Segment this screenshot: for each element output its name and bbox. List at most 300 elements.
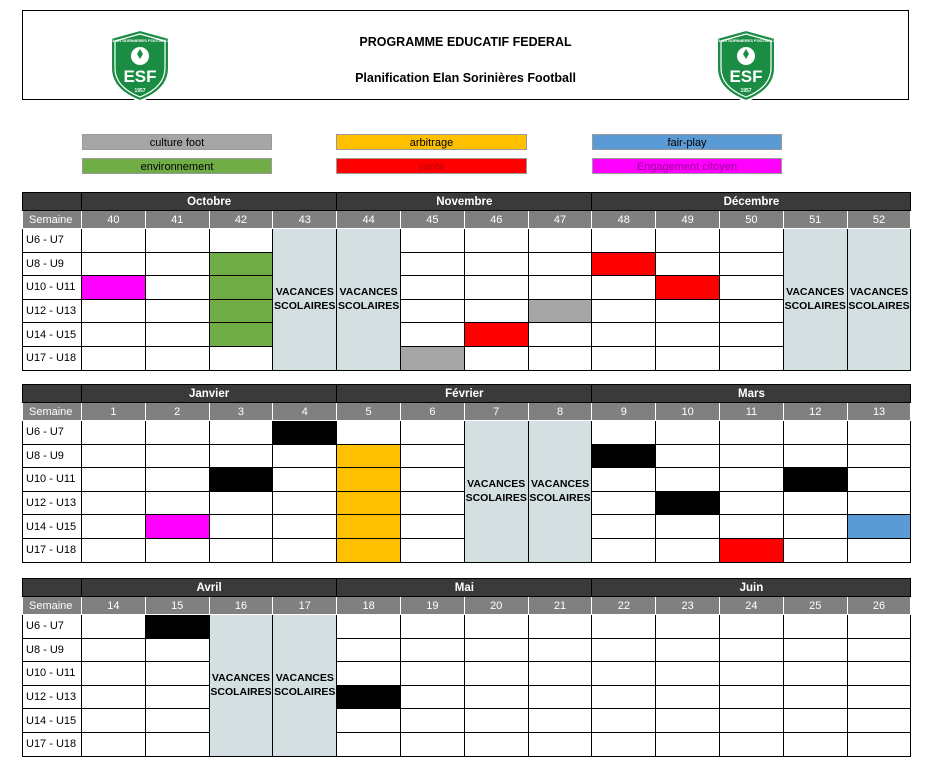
schedule-cell bbox=[401, 468, 465, 492]
schedule-cell bbox=[592, 421, 656, 445]
month-header: Avril bbox=[82, 579, 337, 597]
scheduled-activity-cell bbox=[783, 468, 847, 492]
month-header: Mai bbox=[337, 579, 592, 597]
schedule-cell bbox=[528, 323, 592, 347]
scheduled-activity-cell bbox=[401, 346, 465, 370]
category-label: U12 - U13 bbox=[23, 685, 82, 709]
category-label: U10 - U11 bbox=[23, 468, 82, 492]
schedule-cell bbox=[401, 709, 465, 733]
logo-year: 1957 bbox=[134, 88, 146, 94]
schedule-cell bbox=[720, 662, 784, 686]
week-number: 5 bbox=[337, 403, 401, 421]
schedule-cell bbox=[337, 662, 401, 686]
schedule-cell bbox=[401, 421, 465, 445]
week-number: 44 bbox=[337, 211, 401, 229]
vacances-text: VACANCES bbox=[211, 672, 271, 685]
schedule-cell bbox=[720, 491, 784, 515]
scheduled-activity-cell bbox=[592, 252, 656, 276]
schedule-cell bbox=[592, 346, 656, 370]
legend-engagement-citoyen: Engagement citoyen bbox=[592, 158, 782, 174]
schedule-cell bbox=[401, 491, 465, 515]
vacances-scolaires-cell bbox=[783, 229, 847, 371]
scheduled-activity-cell bbox=[145, 615, 209, 639]
schedule-cell bbox=[656, 323, 720, 347]
scolaires-text: SCOLAIRES bbox=[465, 492, 527, 505]
schedule-cell bbox=[847, 732, 911, 756]
schedule-cell bbox=[82, 638, 146, 662]
schedule-cell bbox=[82, 468, 146, 492]
schedule-cell bbox=[592, 276, 656, 300]
schedule-cell bbox=[592, 491, 656, 515]
month-header: Février bbox=[337, 385, 592, 403]
month-header: Janvier bbox=[82, 385, 337, 403]
vacances-text: VACANCES bbox=[530, 478, 590, 491]
schedule-cell bbox=[592, 732, 656, 756]
schedule-cell bbox=[720, 732, 784, 756]
week-number: 19 bbox=[401, 597, 465, 615]
schedule-cell bbox=[783, 421, 847, 445]
week-number: 11 bbox=[720, 403, 784, 421]
week-number: 24 bbox=[720, 597, 784, 615]
schedule-block-spring bbox=[22, 578, 911, 757]
schedule-cell bbox=[720, 346, 784, 370]
schedule-cell bbox=[656, 346, 720, 370]
month-header: Octobre bbox=[82, 193, 337, 211]
category-label: U14 - U15 bbox=[23, 515, 82, 539]
schedule-cell bbox=[847, 662, 911, 686]
schedule-cell bbox=[656, 732, 720, 756]
semaine-label: Semaine bbox=[23, 597, 82, 615]
schedule-cell bbox=[528, 638, 592, 662]
schedule-cell bbox=[847, 468, 911, 492]
week-number: 17 bbox=[273, 597, 337, 615]
scolaires-text: SCOLAIRES bbox=[274, 686, 336, 699]
schedule-cell bbox=[720, 252, 784, 276]
schedule-cell bbox=[720, 515, 784, 539]
schedule-cell bbox=[656, 468, 720, 492]
week-number: 22 bbox=[592, 597, 656, 615]
schedule-cell bbox=[783, 491, 847, 515]
scheduled-activity-cell bbox=[82, 276, 146, 300]
schedule-cell bbox=[656, 299, 720, 323]
schedule-cell bbox=[209, 229, 273, 253]
category-label: U6 - U7 bbox=[23, 421, 82, 445]
month-header: Mars bbox=[592, 385, 911, 403]
schedule-cell bbox=[464, 662, 528, 686]
schedule-cell bbox=[401, 538, 465, 562]
vacances-scolaires-cell bbox=[273, 229, 337, 371]
week-number: 3 bbox=[209, 403, 273, 421]
week-number: 21 bbox=[528, 597, 592, 615]
scheduled-activity-cell bbox=[656, 491, 720, 515]
scolaires-text: SCOLAIRES bbox=[848, 300, 910, 313]
category-label: U10 - U11 bbox=[23, 276, 82, 300]
schedule-cell bbox=[209, 444, 273, 468]
schedule-cell bbox=[209, 515, 273, 539]
week-number: 25 bbox=[783, 597, 847, 615]
scheduled-activity-cell bbox=[528, 299, 592, 323]
schedule-cell bbox=[82, 538, 146, 562]
week-number: 42 bbox=[209, 211, 273, 229]
schedule-cell bbox=[720, 468, 784, 492]
vacances-text: VACANCES bbox=[786, 286, 845, 299]
schedule-cell bbox=[592, 662, 656, 686]
week-number: 40 bbox=[82, 211, 146, 229]
vacances-scolaires-cell bbox=[273, 615, 337, 757]
scolaires-text: SCOLAIRES bbox=[784, 300, 846, 313]
schedule-cell bbox=[82, 709, 146, 733]
category-label: U14 - U15 bbox=[23, 323, 82, 347]
schedule-cell bbox=[401, 252, 465, 276]
schedule-cell bbox=[656, 685, 720, 709]
category-label: U14 - U15 bbox=[23, 709, 82, 733]
schedule-cell bbox=[592, 638, 656, 662]
scolaires-text: SCOLAIRES bbox=[274, 300, 336, 313]
week-number: 47 bbox=[528, 211, 592, 229]
schedule-cell bbox=[528, 229, 592, 253]
schedule-cell bbox=[464, 709, 528, 733]
semaine-label: Semaine bbox=[23, 403, 82, 421]
scheduled-activity-cell bbox=[145, 515, 209, 539]
month-header: Novembre bbox=[337, 193, 592, 211]
week-number: 12 bbox=[783, 403, 847, 421]
schedule-cell bbox=[209, 538, 273, 562]
schedule-cell bbox=[847, 685, 911, 709]
schedule-cell bbox=[720, 709, 784, 733]
schedule-cell bbox=[82, 685, 146, 709]
scheduled-activity-cell bbox=[656, 276, 720, 300]
scheduled-activity-cell bbox=[337, 538, 401, 562]
schedule-cell bbox=[783, 662, 847, 686]
schedule-cell bbox=[464, 299, 528, 323]
schedule-cell bbox=[720, 685, 784, 709]
schedule-cell bbox=[464, 276, 528, 300]
schedule-cell bbox=[145, 638, 209, 662]
schedule-cell bbox=[145, 662, 209, 686]
schedule-cell bbox=[656, 538, 720, 562]
schedule-cell bbox=[720, 229, 784, 253]
schedule-cell bbox=[337, 421, 401, 445]
schedule-cell bbox=[273, 444, 337, 468]
schedule-cell bbox=[720, 299, 784, 323]
category-label: U6 - U7 bbox=[23, 615, 82, 639]
schedule-cell bbox=[528, 709, 592, 733]
schedule-cell bbox=[656, 444, 720, 468]
schedule-cell bbox=[401, 276, 465, 300]
schedule-cell bbox=[656, 615, 720, 639]
category-label: U6 - U7 bbox=[23, 229, 82, 253]
schedule-cell bbox=[273, 515, 337, 539]
schedule-cell bbox=[528, 685, 592, 709]
week-number: 18 bbox=[337, 597, 401, 615]
schedule-cell bbox=[720, 444, 784, 468]
schedule-cell bbox=[592, 538, 656, 562]
schedule-cell bbox=[847, 444, 911, 468]
schedule-cell bbox=[145, 346, 209, 370]
schedule-cell bbox=[145, 229, 209, 253]
schedule-cell bbox=[783, 732, 847, 756]
category-label: U12 - U13 bbox=[23, 299, 82, 323]
schedule-cell bbox=[401, 444, 465, 468]
schedule-cell bbox=[82, 323, 146, 347]
category-label: U10 - U11 bbox=[23, 662, 82, 686]
category-label: U8 - U9 bbox=[23, 444, 82, 468]
vacances-text: VACANCES bbox=[849, 286, 909, 299]
schedule-cell bbox=[82, 444, 146, 468]
schedule-cell bbox=[656, 709, 720, 733]
schedule-cell bbox=[209, 491, 273, 515]
category-label: U17 - U18 bbox=[23, 732, 82, 756]
document-header bbox=[22, 10, 909, 100]
schedule-cell bbox=[337, 615, 401, 639]
schedule-cell bbox=[464, 638, 528, 662]
schedule-cell bbox=[145, 709, 209, 733]
vacances-text: VACANCES bbox=[339, 286, 398, 299]
schedule-cell bbox=[82, 346, 146, 370]
schedule-cell bbox=[783, 709, 847, 733]
week-number: 41 bbox=[145, 211, 209, 229]
schedule-cell bbox=[720, 276, 784, 300]
vacances-text: VACANCES bbox=[275, 672, 334, 685]
legend-fair-play: fair-play bbox=[592, 134, 782, 150]
vacances-text: VACANCES bbox=[467, 478, 526, 491]
week-number: 52 bbox=[847, 211, 911, 229]
schedule-cell bbox=[401, 299, 465, 323]
week-number: 20 bbox=[464, 597, 528, 615]
schedule-cell bbox=[783, 638, 847, 662]
schedule-cell bbox=[273, 538, 337, 562]
week-number: 45 bbox=[401, 211, 465, 229]
week-number: 49 bbox=[656, 211, 720, 229]
week-number: 9 bbox=[592, 403, 656, 421]
scheduled-activity-cell bbox=[592, 444, 656, 468]
schedule-cell bbox=[847, 709, 911, 733]
schedule-cell bbox=[145, 276, 209, 300]
schedule-cell bbox=[145, 491, 209, 515]
schedule-cell bbox=[783, 685, 847, 709]
schedule-cell bbox=[720, 421, 784, 445]
schedule-cell bbox=[464, 346, 528, 370]
schedule-cell bbox=[720, 615, 784, 639]
schedule-cell bbox=[783, 538, 847, 562]
schedule-cell bbox=[720, 323, 784, 347]
schedule-cell bbox=[464, 732, 528, 756]
vacances-scolaires-cell bbox=[337, 229, 401, 371]
scolaires-text: SCOLAIRES bbox=[210, 686, 272, 699]
schedule-block-autumn bbox=[22, 192, 911, 371]
schedule-cell bbox=[82, 491, 146, 515]
schedule-cell bbox=[401, 615, 465, 639]
schedule-cell bbox=[401, 662, 465, 686]
scheduled-activity-cell bbox=[720, 538, 784, 562]
schedule-cell bbox=[464, 252, 528, 276]
schedule-cell bbox=[337, 638, 401, 662]
schedule-cell bbox=[82, 252, 146, 276]
scheduled-activity-cell bbox=[209, 276, 273, 300]
schedule-cell bbox=[528, 662, 592, 686]
month-header: Décembre bbox=[592, 193, 911, 211]
schedule-cell bbox=[82, 515, 146, 539]
scheduled-activity-cell bbox=[337, 515, 401, 539]
schedule-cell bbox=[401, 229, 465, 253]
vacances-scolaires-cell bbox=[464, 421, 528, 563]
vacances-scolaires-cell bbox=[528, 421, 592, 563]
week-number: 8 bbox=[528, 403, 592, 421]
corner-cell bbox=[23, 193, 82, 211]
week-number: 1 bbox=[82, 403, 146, 421]
schedule-cell bbox=[145, 299, 209, 323]
week-number: 23 bbox=[656, 597, 720, 615]
schedule-cell bbox=[145, 732, 209, 756]
category-label: U12 - U13 bbox=[23, 491, 82, 515]
legend-arbitrage: arbitrage bbox=[336, 134, 527, 150]
schedule-cell bbox=[783, 615, 847, 639]
schedule-cell bbox=[209, 421, 273, 445]
document-subtitle: Planification Elan Sorinières Football bbox=[355, 71, 576, 85]
scheduled-activity-cell bbox=[847, 515, 911, 539]
schedule-cell bbox=[82, 615, 146, 639]
schedule-cell bbox=[145, 468, 209, 492]
schedule-cell bbox=[464, 685, 528, 709]
schedule-cell bbox=[656, 638, 720, 662]
scheduled-activity-cell bbox=[337, 444, 401, 468]
schedule-cell bbox=[528, 252, 592, 276]
schedule-cell bbox=[528, 615, 592, 639]
esf-club-logo bbox=[713, 28, 779, 103]
week-number: 14 bbox=[82, 597, 146, 615]
scolaires-text: SCOLAIRES bbox=[337, 300, 400, 313]
schedule-cell bbox=[592, 515, 656, 539]
schedule-cell bbox=[528, 276, 592, 300]
schedule-cell bbox=[82, 732, 146, 756]
week-number: 10 bbox=[656, 403, 720, 421]
schedule-cell bbox=[273, 491, 337, 515]
schedule-cell bbox=[145, 252, 209, 276]
scheduled-activity-cell bbox=[209, 252, 273, 276]
schedule-cell bbox=[720, 638, 784, 662]
schedule-cell bbox=[273, 468, 337, 492]
schedule-cell bbox=[337, 709, 401, 733]
corner-cell bbox=[23, 579, 82, 597]
schedule-cell bbox=[592, 323, 656, 347]
scheduled-activity-cell bbox=[273, 421, 337, 445]
scolaires-text: SCOLAIRES bbox=[529, 492, 591, 505]
document-title: PROGRAMME EDUCATIF FEDERAL bbox=[359, 35, 572, 49]
scheduled-activity-cell bbox=[337, 685, 401, 709]
week-number: 26 bbox=[847, 597, 911, 615]
week-number: 6 bbox=[401, 403, 465, 421]
legend-sante: santé bbox=[336, 158, 527, 174]
category-label: U8 - U9 bbox=[23, 252, 82, 276]
schedule-cell bbox=[82, 421, 146, 445]
schedule-cell bbox=[656, 252, 720, 276]
schedule-cell bbox=[145, 538, 209, 562]
logo-letters: ESF bbox=[729, 67, 763, 86]
week-number: 4 bbox=[273, 403, 337, 421]
schedule-cell bbox=[528, 732, 592, 756]
schedule-cell bbox=[401, 515, 465, 539]
week-number: 13 bbox=[847, 403, 911, 421]
logo-arc-text: ELAN SORINIERES FOOTBALL bbox=[716, 38, 776, 43]
scheduled-activity-cell bbox=[464, 323, 528, 347]
schedule-cell bbox=[401, 685, 465, 709]
logo-letters: ESF bbox=[123, 67, 157, 86]
category-label: U17 - U18 bbox=[23, 538, 82, 562]
scheduled-activity-cell bbox=[209, 299, 273, 323]
semaine-label: Semaine bbox=[23, 211, 82, 229]
legend-environnement: environnement bbox=[82, 158, 272, 174]
schedule-cell bbox=[145, 421, 209, 445]
month-header: Juin bbox=[592, 579, 911, 597]
schedule-cell bbox=[401, 638, 465, 662]
schedule-cell bbox=[592, 615, 656, 639]
schedule-cell bbox=[145, 444, 209, 468]
week-number: 48 bbox=[592, 211, 656, 229]
schedule-cell bbox=[401, 323, 465, 347]
corner-cell bbox=[23, 385, 82, 403]
category-label: U8 - U9 bbox=[23, 638, 82, 662]
category-label: U17 - U18 bbox=[23, 346, 82, 370]
schedule-cell bbox=[145, 685, 209, 709]
week-number: 46 bbox=[464, 211, 528, 229]
schedule-block-winter bbox=[22, 384, 911, 563]
scheduled-activity-cell bbox=[337, 468, 401, 492]
schedule-cell bbox=[847, 638, 911, 662]
schedule-cell bbox=[401, 732, 465, 756]
schedule-cell bbox=[847, 491, 911, 515]
schedule-cell bbox=[592, 229, 656, 253]
logo-arc-text: ELAN SORINIERES FOOTBALL bbox=[110, 38, 170, 43]
schedule-cell bbox=[337, 732, 401, 756]
week-number: 15 bbox=[145, 597, 209, 615]
schedule-cell bbox=[847, 421, 911, 445]
scheduled-activity-cell bbox=[209, 468, 273, 492]
schedule-cell bbox=[592, 685, 656, 709]
week-number: 43 bbox=[273, 211, 337, 229]
scheduled-activity-cell bbox=[209, 323, 273, 347]
week-number: 7 bbox=[464, 403, 528, 421]
week-number: 51 bbox=[783, 211, 847, 229]
schedule-cell bbox=[82, 662, 146, 686]
schedule-cell bbox=[592, 468, 656, 492]
schedule-cell bbox=[82, 229, 146, 253]
week-number: 50 bbox=[720, 211, 784, 229]
vacances-scolaires-cell bbox=[209, 615, 273, 757]
schedule-cell bbox=[783, 515, 847, 539]
schedule-cell bbox=[464, 229, 528, 253]
schedule-cell bbox=[528, 346, 592, 370]
schedule-cell bbox=[592, 709, 656, 733]
week-number: 2 bbox=[145, 403, 209, 421]
legend-culture-foot: culture foot bbox=[82, 134, 272, 150]
schedule-cell bbox=[209, 346, 273, 370]
schedule-cell bbox=[847, 615, 911, 639]
schedule-cell bbox=[656, 421, 720, 445]
week-number: 16 bbox=[209, 597, 273, 615]
schedule-cell bbox=[783, 444, 847, 468]
schedule-cell bbox=[656, 229, 720, 253]
schedule-cell bbox=[82, 299, 146, 323]
schedule-cell bbox=[656, 515, 720, 539]
vacances-text: VACANCES bbox=[275, 286, 334, 299]
vacances-scolaires-cell bbox=[847, 229, 911, 371]
scheduled-activity-cell bbox=[337, 491, 401, 515]
schedule-cell bbox=[464, 615, 528, 639]
schedule-cell bbox=[656, 662, 720, 686]
schedule-cell bbox=[145, 323, 209, 347]
schedule-cell bbox=[847, 538, 911, 562]
schedule-cell bbox=[592, 299, 656, 323]
